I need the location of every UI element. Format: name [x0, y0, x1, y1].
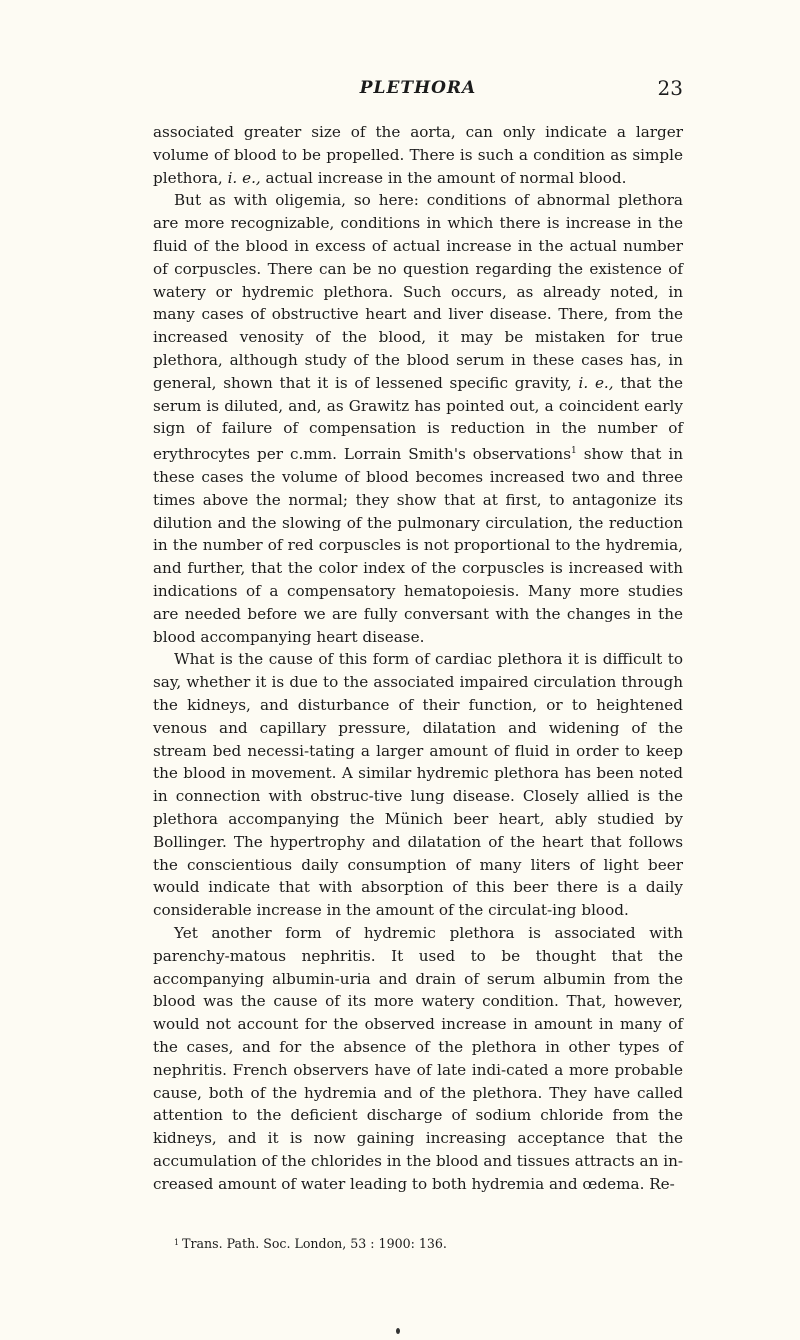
running-head — [153, 76, 683, 100]
ie-abbreviation: i. e., — [578, 373, 614, 392]
running-title: PLETHORA — [359, 78, 477, 98]
footnote-reference: 1 — [571, 446, 577, 457]
paragraph-2-text-c: show that in these cases the volume of blood becomes increased two and three times above the normal; they show that at first, to antagonize its dilution and the slowing of the pulmonary circulation, the reduction in the number of red corpuscles is not proportional to the hydremia, and further, that the color index of the corpuscles is increased with indications of a compensatory hematopoiesis. Many more studies are needed before we are fully conversant with the changes in the blood accompanying heart disease. — [153, 445, 684, 646]
paragraph-2-text-a: But as with oligemia, so here: conditions of abnormal plethora are more recognizable, conditions in which there is increase in the fluid of the blood in excess of actual increase in the actual number of corpuscles. There can be no question regarding the existence of watery or hydremic plethora. Such occurs, as already noted, in many cases of obstructive heart and liver disease. There, from the increased venosity of the blood, it may be mistaken for true plethora, although study of the blood serum in these cases has, in general, shown that it is of lessened specific gravity, — [153, 191, 683, 392]
paragraph-4: Yet another form of hydremic plethora is associated with parenchy-matous nephritis. It used to be thought that the accompanying albumin-uria and drain of serum albumin from the blood was the cause of its more watery condition. That, however, would not account for the observed increase in amount in many of the cases, and for the absence of the plethora in other types of nephritis. French observers have of late indi-cated a more probable cause, both of the hydremia and of the plethora. They have called attention to the deficient discharge of sodium chloride from the kidneys, and it is now gaining increasing acceptance that the accumulation of the chlorides in the blood and tissues attracts an in-creased amount of water leading to both hydremia and œdema. Re- — [153, 923, 683, 1193]
footnote-marker: 1 — [174, 1238, 180, 1247]
paragraph-3: What is the cause of this form of cardiac plethora it is difficult to say, whether it is due to the associated impaired circulation through the kidneys, and disturbance of their function, or to heightened venous and capillary pressure, dilatation and widening of the stream bed necessi-tating a larger amount of fluid in order to keep the blood in movement. A similar hydremic plethora has been noted in connection with obstruc-tive lung disease. Closely allied is the plethora accompanying the Münich beer heart, ably studied by Bollinger. The hypertrophy and dilatation of the heart that follows the conscientious daily consumption of many liters of light beer would indicate that with absorption of this beer there is a daily considerable increase in the amount of the circulat-ing blood. — [153, 650, 683, 920]
paragraph-1-text: associated greater size of the aorta, can only indicate a larger volume of blood to be propelled. There is such a condition as simple plethora, — [153, 123, 683, 187]
ie-abbreviation: i. e., — [227, 168, 261, 187]
footnote — [174, 1235, 683, 1253]
body-text — [153, 121, 683, 1196]
paragraph-2 — [153, 189, 683, 648]
print-speck — [396, 1328, 400, 1334]
page-number: 23 — [657, 76, 683, 100]
paragraph-1 — [153, 121, 683, 189]
paragraph-2-text-b: that the serum is diluted, and, as Grawitz has pointed out, a coincident early sign of failure of compensation is reduction in the number of erythrocytes per c.mm. Lorrain Smith's observations — [153, 373, 684, 464]
footnote-text: Trans. Path. Soc. London, 53 : 1900: 136. — [182, 1236, 447, 1251]
paragraph-1-end: actual increase in the amount of normal blood. — [260, 168, 627, 187]
